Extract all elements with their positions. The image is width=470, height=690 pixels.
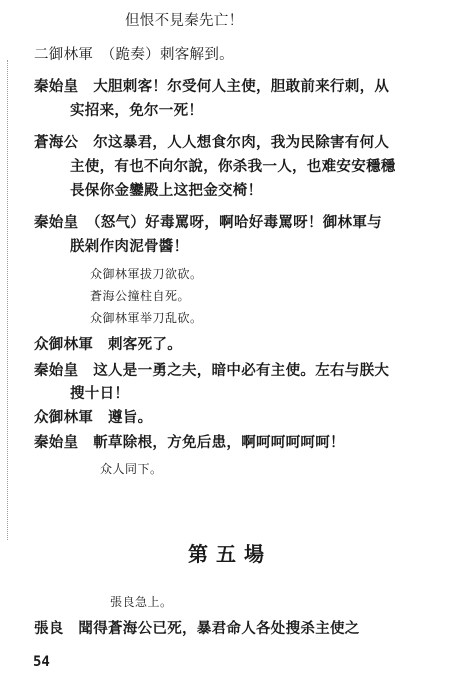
dialogue-line: 秦始皇 （怒气）好毒罵呀，啊哈好毒罵呀！御林軍与 xyxy=(34,214,382,231)
dialogue-line: 秦始皇 这人是一勇之夫，暗中必有主使。左右与朕大 xyxy=(34,362,390,379)
dialogue-line: 搜十日！ xyxy=(70,385,130,402)
margin-rule xyxy=(7,60,8,540)
stage-direction: 众御林軍举刀乱砍。 xyxy=(90,311,203,325)
verse-line: 但恨不見秦先亡！ xyxy=(125,13,244,29)
scene-title: 第五場 xyxy=(188,542,272,566)
dialogue-line: 众御林軍 遵旨。 xyxy=(34,409,153,426)
dialogue-line: 朕剁作肉泥骨醬！ xyxy=(70,238,189,255)
dialogue-line: 長保你金鑾殿上这把金交椅！ xyxy=(70,182,263,199)
dialogue-line: 秦始皇 大胆刺客！尔受何人主使，胆敢前来行刺，从 xyxy=(34,78,390,95)
dialogue-line: 实招来，免尔一死！ xyxy=(70,102,204,119)
dialogue-line: 張良 聞得蒼海公已死，暴君命人各处搜杀主使之 xyxy=(34,620,360,637)
dialogue-line: 蒼海公 尔这暴君，人人想食尔肉，我为民除害有何人 xyxy=(34,134,390,151)
dialogue-line: 主使，有也不向尔說，你杀我一人，也难安安穩穩 xyxy=(70,158,396,175)
stage-direction: 众御林軍拔刀欲砍。 xyxy=(90,267,203,281)
dialogue-line: 二御林軍 （跪奏）刺客解到。 xyxy=(34,47,234,63)
stage-direction: 众人同下。 xyxy=(100,462,163,476)
page-number: 54 xyxy=(33,654,50,670)
dialogue-line: 秦始皇 斬草除根，方免后患，啊呵呵呵呵呵！ xyxy=(34,434,345,451)
stage-direction: 蒼海公撞柱自死。 xyxy=(90,289,191,303)
dialogue-line: 众御林軍 刺客死了。 xyxy=(34,336,182,353)
stage-direction: 張良急上。 xyxy=(110,595,173,609)
